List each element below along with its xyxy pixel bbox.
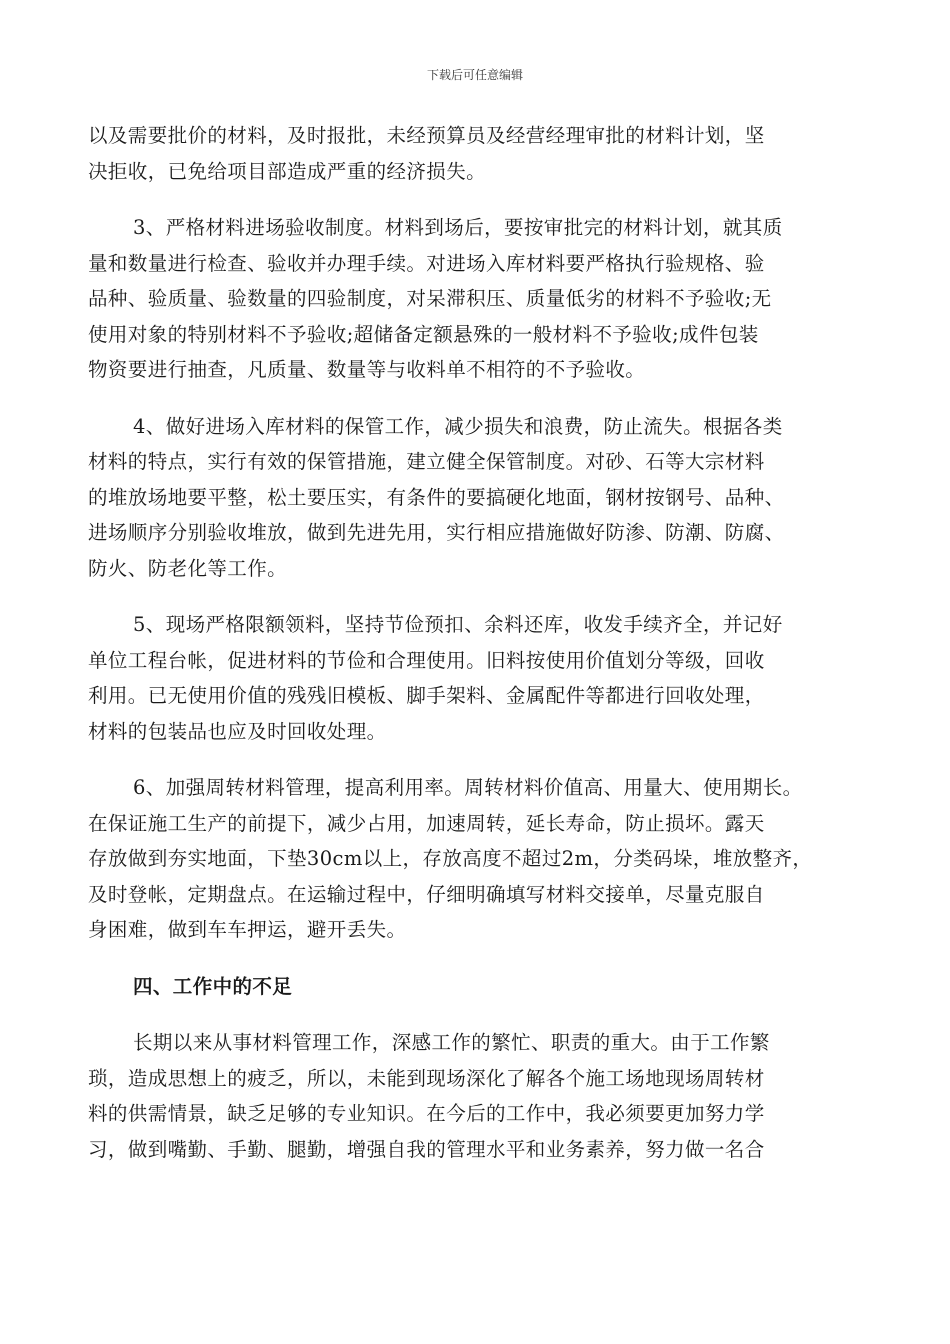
- text-line: 在保证施工生产的前提下，减少占用，加速周转，延长寿命，防止损坏。露天: [88, 811, 765, 835]
- text-line: 身困难，做到车车押运，避开丢失。: [88, 918, 407, 941]
- text-line: 长期以来从事材料管理工作，深感工作的繁忙、职责的重大。由于工作繁: [133, 1031, 770, 1054]
- paragraph-item-4: [88, 409, 873, 587]
- text-line: 进场顺序分别验收堆放，做到先进先用，实行相应措施做好防渗、防潮、防腐、: [88, 521, 785, 544]
- paragraph-item-6: [88, 770, 873, 948]
- text-line: 决拒收，已免给项目部造成严重的经济损失。: [88, 159, 487, 183]
- text-line: 的堆放场地要平整，松土要压实，有条件的要搞硬化地面，钢材按钢号、品种、: [88, 485, 785, 509]
- text-line: 材料的特点，实行有效的保管措施，建立健全保管制度。对砂、石等大宗材料: [88, 450, 765, 473]
- text-line: 物资要进行抽查，凡质量、数量等与收料单不相符的不予验收。: [88, 358, 646, 381]
- text-line: 4、做好进场入库材料的保管工作，减少损失和浪费，防止流失。根据各类: [133, 414, 783, 438]
- text-line: 习，做到嘴勤、手勤、腿勤，增强自我的管理水平和业务素养，努力做一名合: [88, 1137, 765, 1161]
- text-line: 以及需要批价的材料，及时报批，未经预算员及经营经理审批的材料计划，坚: [88, 124, 765, 147]
- section-heading: [88, 969, 873, 1005]
- text-line: 及时登帐，定期盘点。在运输过程中，仔细明确填写材料交接单，尽量克服自: [88, 882, 765, 906]
- text-line: 琐，造成思想上的疲乏，所以，未能到现场深化了解各个施工场地现场周转材: [88, 1066, 765, 1090]
- text-line: 6、加强周转材料管理，提高利用率。周转材料价值高、用量大、使用期长。: [133, 776, 803, 799]
- text-line: 量和数量进行检查、验收并办理手续。对进场入库材料要严格执行验规格、验: [88, 251, 765, 275]
- text-line: 存放做到夯实地面，下垫30cm以上，存放高度不超过2m，分类码垛，堆放整齐，: [88, 847, 813, 870]
- document-body: [88, 118, 873, 1188]
- text-line: 防火、防老化等工作。: [88, 556, 288, 580]
- section-heading-text: 四、工作中的不足: [133, 974, 293, 998]
- text-line: 品种、验质量、验数量的四验制度，对呆滞积压、质量低劣的材料不予验收;无: [88, 287, 772, 310]
- paragraph-item-5: [88, 607, 873, 749]
- paragraph-continuation: [88, 118, 873, 189]
- text-line: 单位工程台帐，促进材料的节俭和合理使用。旧料按使用价值划分等级，回收: [88, 648, 765, 672]
- page-header: 下载后可任意编辑: [426, 68, 523, 82]
- text-line: 料的供需情景，缺乏足够的专业知识。在今后的工作中，我必须要更加努力学: [88, 1102, 765, 1125]
- text-line: 5、现场严格限额领料，坚持节俭预扣、余料还库，收发手续齐全，并记好: [133, 613, 783, 636]
- text-line: 使用对象的特别材料不予验收;超储备定额悬殊的一般材料不予验收;成件包装: [88, 322, 759, 346]
- paragraph-item-3: [88, 210, 873, 388]
- paragraph-shortcomings: [88, 1025, 873, 1167]
- text-line: 利用。已无使用价值的残残旧模板、脚手架料、金属配件等都进行回收处理，: [88, 684, 765, 707]
- text-line: 材料的包装品也应及时回收处理。: [88, 719, 387, 743]
- text-line: 3、严格材料进场验收制度。材料到场后，要按审批完的材料计划，就其质: [133, 216, 783, 239]
